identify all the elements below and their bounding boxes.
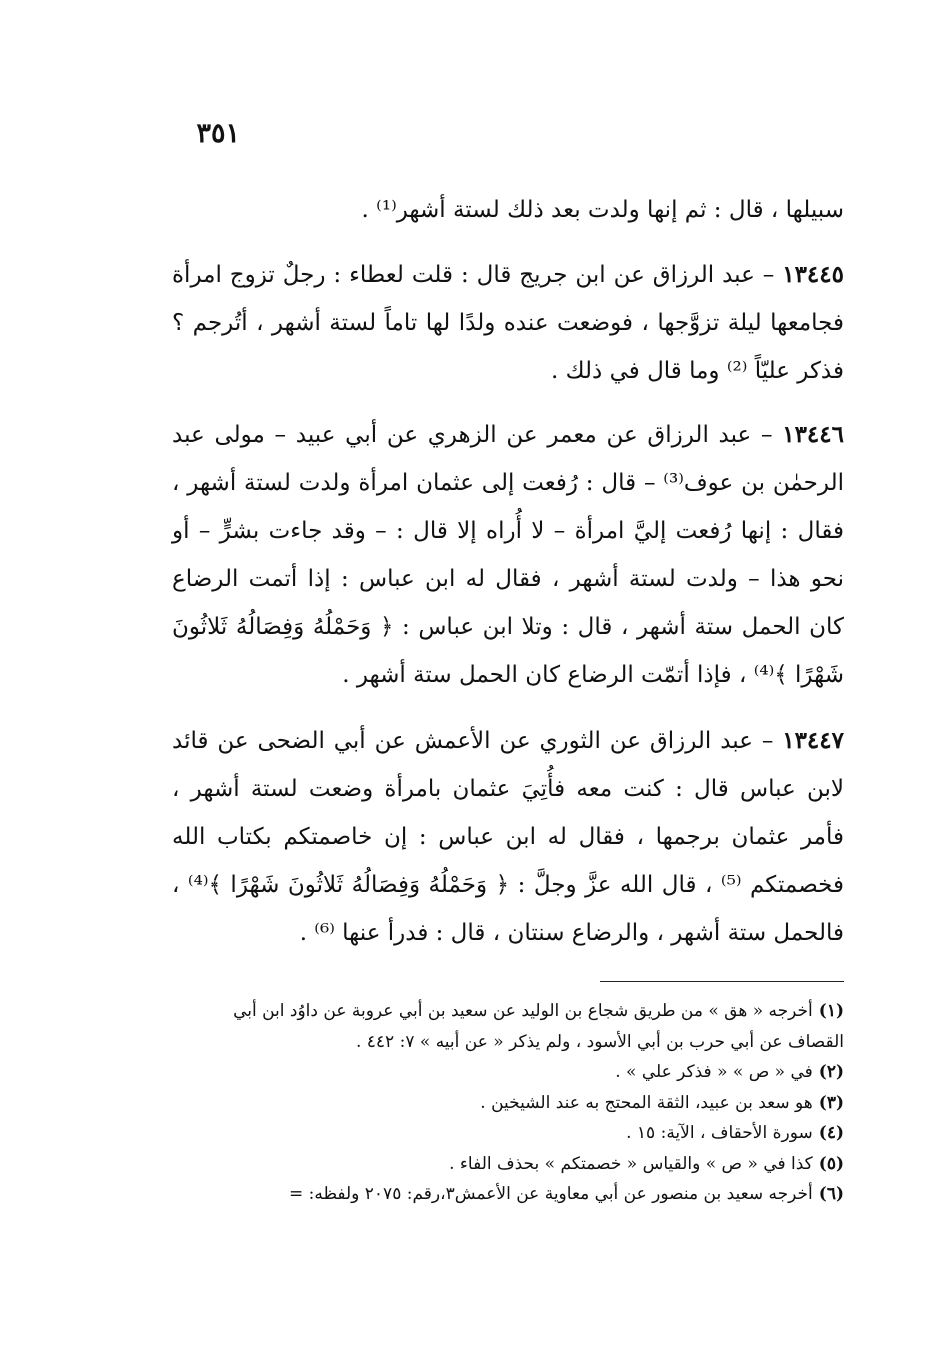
footnote-divider xyxy=(600,981,844,982)
footnotes xyxy=(172,996,844,1210)
footnote xyxy=(172,1088,844,1119)
hadith-number: ١٣٤٤٦ xyxy=(782,421,844,448)
footnote-marker: (٥) xyxy=(818,1153,844,1174)
footnote-marker: (٤) xyxy=(818,1123,844,1143)
paragraph-text: – عبد الرزاق عن الثوري عن الأعمش عن أبي الضحى عن قائد لابن عباس قال : كنت معه فأُتِيَ عثمان بامرأة وضعت لستة أشهر ، فأمر عثمان برجمها ، فقال له ابن عباس : إن خاصمتكم بكتاب الله فخصمتكم ⁽⁵⁾ ، قال الله عزَّ وجلَّ : ﴿ وَحَمْلُهُ وَفِصَالُهُ ثَلاثُونَ شَهْرًا ﴾⁽⁴⁾ ، فالحمل ستة أشهر ، والرضاع سنتان ، قال : فدرأ عنها ⁽⁶⁾ . xyxy=(172,728,844,946)
footnote-text: أخرجه « هق » من طريق شجاع بن الوليد عن سعيد بن أبي عروبة عن داوُد ابن أبي القصاف عن أبي حرب بن أبي الأسود ، ولم يذكر « عن أبيه » ٧: ٤٤٢ . xyxy=(233,1001,844,1052)
page-number: ٣٥١ xyxy=(196,118,240,149)
footnote xyxy=(172,1057,844,1088)
footnote-marker: (٦) xyxy=(818,1184,844,1204)
footnote xyxy=(172,1149,844,1180)
paragraph-13447 xyxy=(172,717,844,957)
footnote xyxy=(172,996,844,1057)
footnote-text: أخرجه سعيد بن منصور عن أبي معاوية عن الأعمش٣،رقم: ٢٠٧٥ ولفظه: = xyxy=(288,1184,813,1204)
paragraph-13446 xyxy=(172,411,844,699)
paragraph-text: – عبد الرزاق عن ابن جريج قال : قلت لعطاء : رجلٌ تزوج امرأة فجامعها ليلة تزوَّجها ، فوضعت عنده ولدًا لها تاماً لستة أشهر ، أتُرجم ؟ فذكر عليّاً ⁽²⁾ وما قال في ذلك . xyxy=(172,262,844,384)
footnote xyxy=(172,1118,844,1149)
footnote-marker: (١) xyxy=(818,1001,844,1021)
hadith-number: ١٣٤٤٧ xyxy=(782,727,844,754)
paragraph-text: سبيلها ، قال : ثم إنها ولدت بعد ذلك لستة أشهر⁽¹⁾ . xyxy=(361,197,844,223)
footnote-text: في « ص » « فذكر علي » . xyxy=(615,1062,813,1082)
paragraph-continuation xyxy=(172,186,844,234)
hadith-number: ١٣٤٤٥ xyxy=(782,261,844,288)
footnote-marker: (٣) xyxy=(818,1092,844,1113)
footnote-text: سورة الأحقاف ، الآية: ١٥ . xyxy=(626,1123,813,1143)
paragraph-13445 xyxy=(172,251,844,395)
footnote xyxy=(172,1179,844,1210)
footnote-text: كذا في « ص » والقياس « خصمتكم » بحذف الفاء . xyxy=(449,1153,813,1174)
footnote-marker: (٢) xyxy=(818,1062,844,1082)
footnote-text: هو سعد بن عبيد، الثقة المحتج به عند الشيخين . xyxy=(480,1092,813,1113)
paragraph-text: – عبد الرزاق عن معمر عن الزهري عن أبي عبيد – مولى عبد الرحمٰن بن عوف⁽³⁾ – قال : رُفعت إلى عثمان امرأة ولدت لستة أشهر ، فقال : إنها رُفعت إليَّ امرأة – لا أُراه إلا قال : – وقد جاءت بشرٍّ – أو نحو هذا – ولدت لستة أشهر ، فقال له ابن عباس : إذا أتمت الرضاع كان الحمل ستة أشهر ، قال : وتلا ابن عباس : ﴿ وَحَمْلُهُ وَفِصَالُهُ ثَلاثُونَ شَهْرًا ﴾⁽⁴⁾ ، فإذا أتمّت الرضاع كان الحمل ستة أشهر . xyxy=(172,422,844,688)
